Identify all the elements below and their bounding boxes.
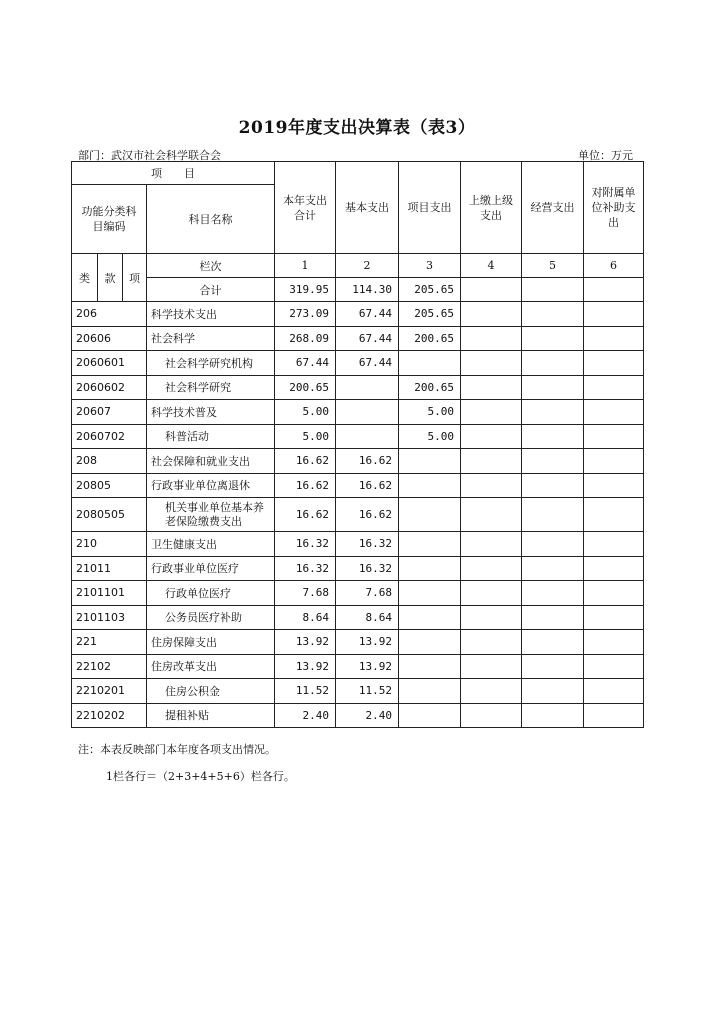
total-col-project: 205.65	[399, 278, 461, 302]
row-col-subsidy	[584, 473, 644, 498]
row-col-basic: 7.68	[336, 581, 399, 606]
row-col-remit	[461, 449, 522, 474]
row-code: 2210202	[72, 703, 147, 728]
row-col-basic: 16.32	[336, 532, 399, 557]
row-col-subsidy	[584, 556, 644, 581]
row-col-basic	[336, 400, 399, 425]
header-subject-name: 科目名称	[147, 185, 275, 254]
row-subject-name: 行政事业单位离退休	[147, 473, 275, 498]
row-code: 206	[72, 302, 147, 327]
row-col-project	[399, 630, 461, 655]
row-col-remit	[461, 473, 522, 498]
row-col-subsidy	[584, 449, 644, 474]
row-col-remit	[461, 351, 522, 376]
row-col-business	[522, 605, 584, 630]
row-col-basic: 67.44	[336, 351, 399, 376]
row-col-basic: 67.44	[336, 326, 399, 351]
row-col-business	[522, 400, 584, 425]
row-code: 221	[72, 630, 147, 655]
row-col-subsidy	[584, 581, 644, 606]
row-code: 2101103	[72, 605, 147, 630]
header-kuan: 款	[98, 254, 123, 302]
total-col-remit	[461, 278, 522, 302]
row-col-basic: 16.32	[336, 556, 399, 581]
header-col-subsidy: 对附属单位补助支出	[584, 162, 644, 254]
row-col-project	[399, 498, 461, 532]
row-col-basic: 16.62	[336, 473, 399, 498]
table-row	[72, 351, 644, 376]
row-col-subsidy	[584, 424, 644, 449]
row-col-remit	[461, 605, 522, 630]
row-col-project	[399, 703, 461, 728]
header-xiang: 项	[123, 254, 147, 302]
row-col-business	[522, 326, 584, 351]
header-col-business: 经营支出	[522, 162, 584, 254]
row-col-basic: 8.64	[336, 605, 399, 630]
row-col-subsidy	[584, 326, 644, 351]
note-line-1: 注：本表反映部门本年度各项支出情况。	[78, 743, 276, 756]
row-col-project	[399, 532, 461, 557]
row-col-project	[399, 473, 461, 498]
row-code: 20607	[72, 400, 147, 425]
colnum-2: 2	[336, 254, 399, 278]
row-col-basic: 13.92	[336, 654, 399, 679]
total-col-subsidy	[584, 278, 644, 302]
row-col-subsidy	[584, 679, 644, 704]
row-col-total: 16.62	[275, 473, 336, 498]
row-code: 2060702	[72, 424, 147, 449]
header-project: 项 目	[72, 162, 275, 185]
colnum-4: 4	[461, 254, 522, 278]
row-col-total: 13.92	[275, 630, 336, 655]
row-subject-name: 社会科学研究	[147, 375, 275, 400]
row-col-total: 8.64	[275, 605, 336, 630]
row-col-remit	[461, 424, 522, 449]
expenditure-table	[71, 161, 644, 728]
row-col-basic	[336, 424, 399, 449]
table-row	[72, 326, 644, 351]
row-subject-name: 住房公积金	[147, 679, 275, 704]
row-code: 2060602	[72, 375, 147, 400]
row-subject-name: 科学技术支出	[147, 302, 275, 327]
row-col-remit	[461, 679, 522, 704]
row-col-project	[399, 605, 461, 630]
total-col-business	[522, 278, 584, 302]
row-subject-name: 社会科学研究机构	[147, 351, 275, 376]
row-col-basic: 67.44	[336, 302, 399, 327]
row-col-project	[399, 556, 461, 581]
row-col-remit	[461, 498, 522, 532]
header-col-total: 本年支出合计	[275, 162, 336, 254]
row-code: 208	[72, 449, 147, 474]
row-col-total: 273.09	[275, 302, 336, 327]
row-col-total: 67.44	[275, 351, 336, 376]
row-col-business	[522, 351, 584, 376]
row-subject-name: 行政事业单位医疗	[147, 556, 275, 581]
table-row	[72, 449, 644, 474]
row-subject-name: 科学技术普及	[147, 400, 275, 425]
row-col-basic: 11.52	[336, 679, 399, 704]
table-row	[72, 400, 644, 425]
row-col-basic: 16.62	[336, 449, 399, 474]
row-col-project	[399, 581, 461, 606]
total-row	[72, 278, 644, 302]
row-code: 2210201	[72, 679, 147, 704]
row-subject-name: 提租补贴	[147, 703, 275, 728]
row-col-subsidy	[584, 630, 644, 655]
row-col-remit	[461, 375, 522, 400]
header-col-basic: 基本支出	[336, 162, 399, 254]
row-col-total: 7.68	[275, 581, 336, 606]
row-subject-name: 住房保障支出	[147, 630, 275, 655]
row-subject-name: 住房改革支出	[147, 654, 275, 679]
row-col-total: 268.09	[275, 326, 336, 351]
row-col-remit	[461, 532, 522, 557]
row-col-total: 16.32	[275, 556, 336, 581]
row-col-total: 16.32	[275, 532, 336, 557]
row-subject-name: 公务员医疗补助	[147, 605, 275, 630]
row-code: 2080505	[72, 498, 147, 532]
row-code: 20805	[72, 473, 147, 498]
department-label: 部门：武汉市社会科学联合会	[78, 149, 221, 162]
row-col-total: 13.92	[275, 654, 336, 679]
row-col-basic	[336, 375, 399, 400]
row-col-total: 5.00	[275, 424, 336, 449]
row-col-project	[399, 351, 461, 376]
row-col-business	[522, 375, 584, 400]
row-subject-name: 社会科学	[147, 326, 275, 351]
row-col-business	[522, 302, 584, 327]
total-col-basic: 114.30	[336, 278, 399, 302]
colnum-5: 5	[522, 254, 584, 278]
table-row	[72, 679, 644, 704]
header-lei: 类	[72, 254, 98, 302]
table-row	[72, 498, 644, 532]
colnum-6: 6	[584, 254, 644, 278]
row-col-basic: 2.40	[336, 703, 399, 728]
row-col-remit	[461, 630, 522, 655]
colnum-1: 1	[275, 254, 336, 278]
row-col-remit	[461, 581, 522, 606]
row-col-remit	[461, 400, 522, 425]
header-func-code: 功能分类科目编码	[72, 185, 147, 254]
row-col-business	[522, 703, 584, 728]
row-col-total: 16.62	[275, 449, 336, 474]
row-col-subsidy	[584, 605, 644, 630]
row-col-subsidy	[584, 654, 644, 679]
row-col-subsidy	[584, 703, 644, 728]
row-col-business	[522, 630, 584, 655]
row-col-project: 5.00	[399, 400, 461, 425]
row-code: 2101101	[72, 581, 147, 606]
row-subject-name: 科普活动	[147, 424, 275, 449]
row-col-remit	[461, 703, 522, 728]
row-col-remit	[461, 326, 522, 351]
table-row	[72, 375, 644, 400]
table-row	[72, 630, 644, 655]
colnum-3: 3	[399, 254, 461, 278]
total-label: 合计	[147, 278, 275, 302]
header-lanci: 栏次	[147, 254, 275, 278]
row-code: 210	[72, 532, 147, 557]
table-row	[72, 605, 644, 630]
row-col-total: 11.52	[275, 679, 336, 704]
row-col-total: 200.65	[275, 375, 336, 400]
header-col-project: 项目支出	[399, 162, 461, 254]
row-code: 21011	[72, 556, 147, 581]
row-col-business	[522, 424, 584, 449]
row-col-business	[522, 532, 584, 557]
row-col-business	[522, 473, 584, 498]
row-col-business	[522, 556, 584, 581]
row-subject-name: 社会保障和就业支出	[147, 449, 275, 474]
row-col-project: 200.65	[399, 375, 461, 400]
row-col-subsidy	[584, 400, 644, 425]
total-col-total: 319.95	[275, 278, 336, 302]
row-col-total: 16.62	[275, 498, 336, 532]
table-row	[72, 302, 644, 327]
page-title: 2019年度支出决算表（表3）	[238, 118, 476, 138]
row-col-business	[522, 449, 584, 474]
row-col-subsidy	[584, 375, 644, 400]
row-col-remit	[461, 556, 522, 581]
table-row	[72, 473, 644, 498]
row-code: 20606	[72, 326, 147, 351]
unit-label: 单位：万元	[578, 149, 633, 162]
row-code: 2060601	[72, 351, 147, 376]
row-col-total: 5.00	[275, 400, 336, 425]
row-col-business	[522, 654, 584, 679]
row-col-basic: 16.62	[336, 498, 399, 532]
row-col-subsidy	[584, 351, 644, 376]
table-row	[72, 581, 644, 606]
row-col-project	[399, 449, 461, 474]
row-col-project	[399, 654, 461, 679]
row-col-subsidy	[584, 498, 644, 532]
table-row	[72, 424, 644, 449]
row-col-project: 200.65	[399, 326, 461, 351]
row-col-business	[522, 498, 584, 532]
row-col-remit	[461, 302, 522, 327]
row-col-total: 2.40	[275, 703, 336, 728]
table-row	[72, 556, 644, 581]
row-col-basic: 13.92	[336, 630, 399, 655]
table-row	[72, 703, 644, 728]
row-col-project: 205.65	[399, 302, 461, 327]
row-col-subsidy	[584, 532, 644, 557]
row-col-subsidy	[584, 302, 644, 327]
table-row	[72, 654, 644, 679]
row-col-business	[522, 679, 584, 704]
header-col-remit: 上缴上级支出	[461, 162, 522, 254]
row-code: 22102	[72, 654, 147, 679]
row-col-project: 5.00	[399, 424, 461, 449]
note-line-2: 1栏各行＝（2+3+4+5+6）栏各行。	[106, 770, 295, 783]
row-col-business	[522, 581, 584, 606]
table-row	[72, 532, 644, 557]
row-col-remit	[461, 654, 522, 679]
row-subject-name: 行政单位医疗	[147, 581, 275, 606]
row-subject-name: 卫生健康支出	[147, 532, 275, 557]
row-subject-name: 机关事业单位基本养老保险缴费支出	[147, 498, 275, 532]
row-col-project	[399, 679, 461, 704]
